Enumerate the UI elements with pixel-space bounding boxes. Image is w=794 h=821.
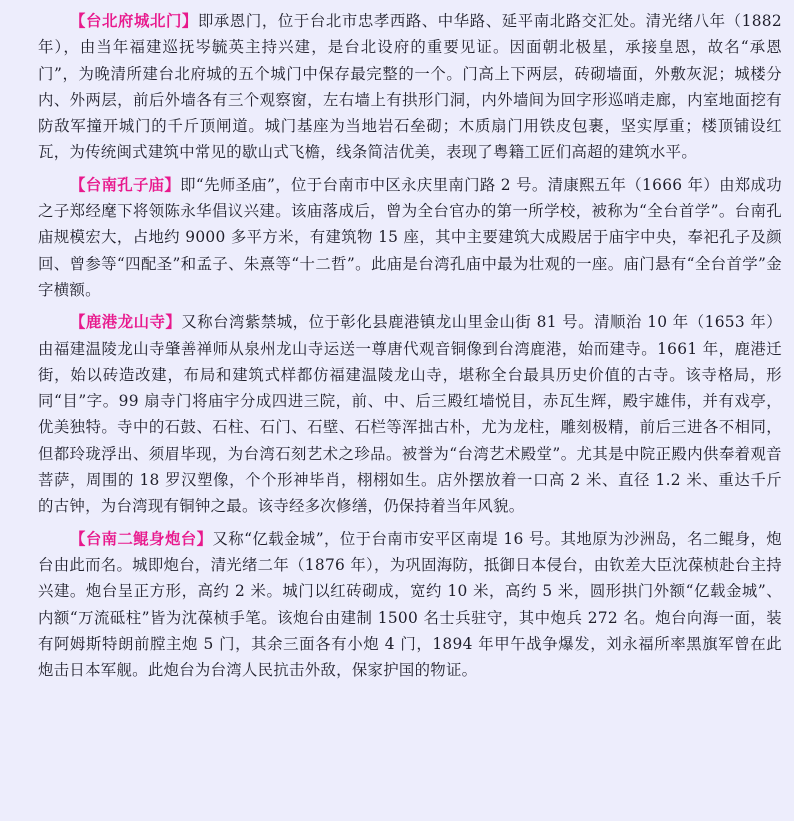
entry-title: 【台北府城北门】 bbox=[70, 12, 198, 30]
entry-title: 【鹿港龙山寺】 bbox=[70, 313, 182, 332]
entry-text: 又称“亿载金城”，位于台南市安平区南堤 16 号。其地原为沙洲岛，名二鲲身，炮台由此而名。城即炮台，清光绪二年（1876 年），为巩固海防，抵御日本侵台，由钦差大臣沈葆桢赴台主持兴建。炮台呈正方形，高约 2 米。城门以红砖砌成，宽约 10 米，高约 5 米，圆形拱门外额“亿载金城”、内额“万流砥柱”皆为沈葆桢手笔。该炮台由建制 1500 名士兵驻守，其中炮兵 272 名。炮台向海一面，装有阿姆斯特朗前膛主炮 5 门，其余三面各有小炮 4 门，1894 年甲午战争爆发，刘永福所率黑旗军曾在此炮击日本军舰。此炮台为台湾人民抗击外敌，保家护国的物证。 bbox=[38, 529, 782, 680]
entry-taipei-north-gate bbox=[38, 8, 782, 166]
entry-title: 【台南孔子庙】 bbox=[70, 175, 181, 194]
entry-text: 又称台湾紫禁城，位于彰化县鹿港镇龙山里金山街 81 号。清顺治 10 年（1653 年）由福建温陵龙山寺肇善禅师从泉州龙山寺运送一尊唐代观音铜像到台湾鹿港，始而建寺。1661 年，鹿港迁街，始以砖造改建，布局和建筑式样都仿福建温陵龙山寺，堪称全台最具历史价值的古寺。该寺格局，形同“目”字。99 扇寺门将庙宇分成四进三院，前、中、后三殿红墙悦目，赤瓦生辉，殿宇雄伟，并有戏亭，优美独特。寺中的石鼓、石柱、石门、石壁、石栏等浑拙古朴，尤为龙柱，雕刻极精，前后三进各不相同，但都玲珑浮出、须眉毕现，为台湾石刻艺术之珍品。被誉为“台湾艺术殿堂”。尤其是中院正殿内供奉着观音菩萨，周围的 18 罗汉塑像，个个形神毕肖，栩栩如生。店外摆放着一口高 2 米、直径 1.2 米、重达千斤的古钟，为台湾现有铜钟之最。该寺经多次修缮，仍保持着当年风貌。 bbox=[38, 313, 782, 516]
entry-text: 即“先师圣庙”，位于台南市中区永庆里南门路 2 号。清康熙五年（1666 年）由郑成功之子郑经麾下将领陈永华倡议兴建。该庙落成后，曾为全台官办的第一所学校，被称为“全台首学”。台南孔庙规模宏大，占地约 9000 多平方米，有建筑物 15 座，其中主要建筑大成殿居于庙宇中央，奉祀孔子及颜回、曾参等“四配圣”和孟子、朱熹等“十二哲”。此庙是台湾孔庙中最为壮观的一座。庙门悬有“全台首学”金字横额。 bbox=[38, 175, 782, 299]
entry-tainan-erkunshen-fort bbox=[38, 526, 782, 684]
entry-title: 【台南二鲲身炮台】 bbox=[70, 529, 213, 548]
entry-tainan-confucius-temple bbox=[38, 172, 782, 303]
entry-text: 即承恩门，位于台北市忠孝西路、中华路、延平南北路交汇处。清光绪八年（1882年），由当年福建巡抚岑毓英主持兴建，是台北设府的重要见证。因面朝北极星，承接皇恩，故名“承恩门”，为晚清所建台北府城的五个城门中保存最完整的一个。门高上下两层，砖砌墙面，外敷灰泥；城楼分内、外两层，前后外墙各有三个观察窗，左右墙上有拱形门洞，内外墙间为回字形巡哨走廊，内室地面挖有防敌军撞开城门的千斤顶闸道。城门基座为当地岩石垒砌；木质扇门用铁皮包裹，坚实厚重；楼顶铺设红瓦，为传统闽式建筑中常见的歇山式飞檐，线条简洁优美，表现了粤籍工匠们高超的建筑水平。 bbox=[38, 12, 782, 162]
entry-lukang-longshan-temple bbox=[38, 309, 782, 519]
